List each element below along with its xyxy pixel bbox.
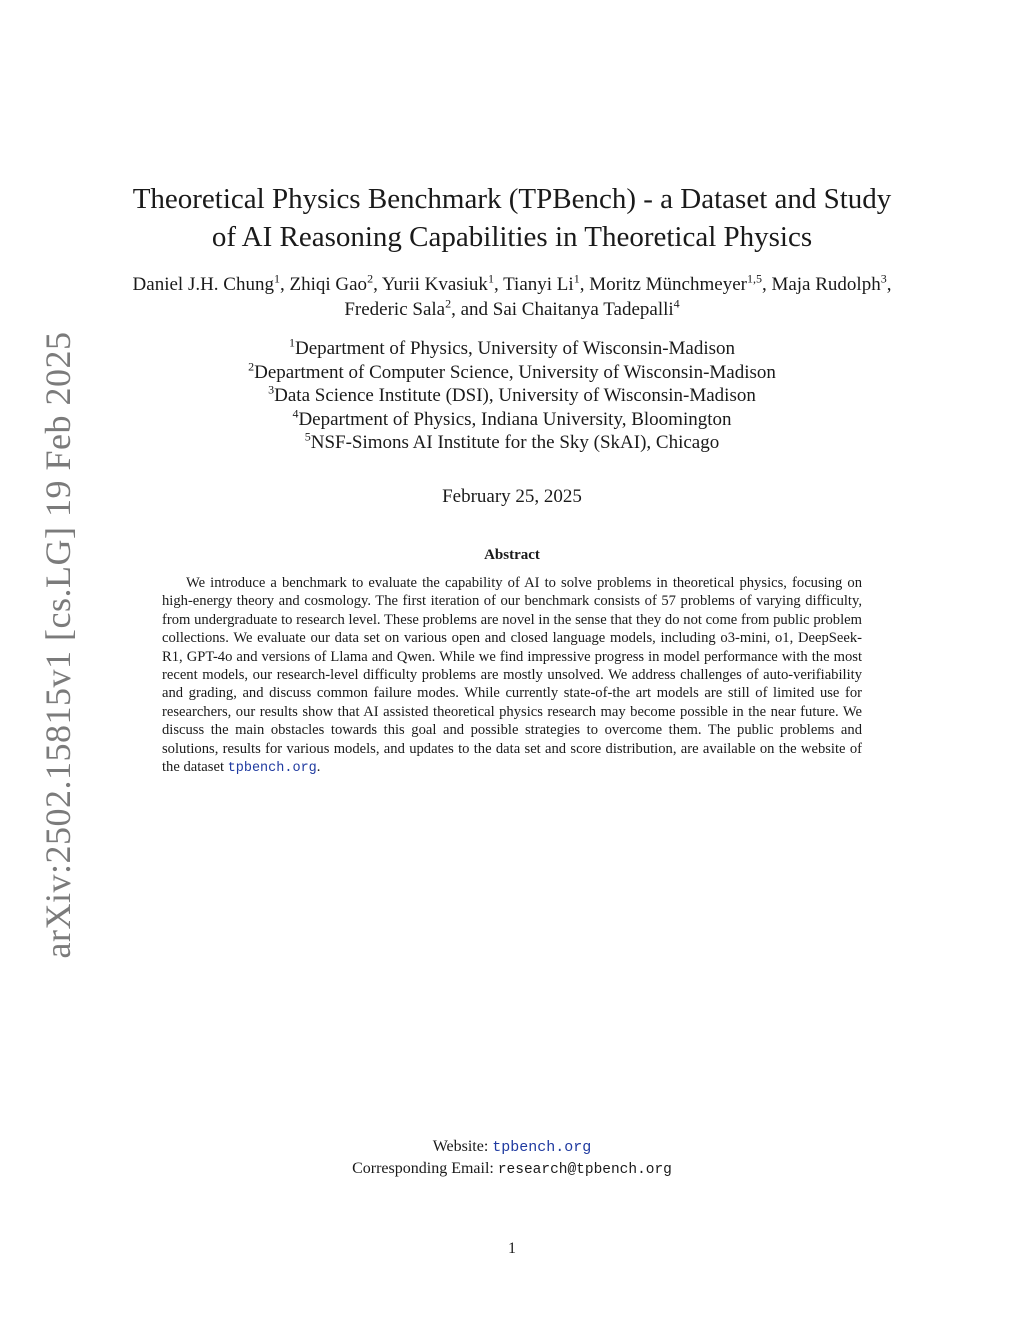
author-name: Yurii Kvasiuk bbox=[381, 274, 488, 295]
abstract-heading: Abstract bbox=[484, 547, 540, 563]
affiliation-text: NSF-Simons AI Institute for the Sky (SkAI), Chicago bbox=[310, 432, 720, 453]
affiliation-item bbox=[112, 337, 912, 361]
affiliation-item bbox=[112, 361, 912, 385]
author-name: Tianyi Li bbox=[503, 274, 574, 295]
affiliation-text: Department of Computer Science, University of Wisconsin-Madison bbox=[254, 361, 776, 383]
affiliation-text: Department of Physics, University of Wisconsin-Madison bbox=[294, 338, 736, 359]
website-label: Website: bbox=[432, 1138, 493, 1155]
email-address: research@tpbench.org bbox=[497, 1162, 672, 1178]
abstract-text: We introduce a benchmark to evaluate the capability of AI to solve problems in theoretical physics, focusing on high-energy theory and cosmology. The first iteration of our benchmark consists of 57 problems of varying difficulty, from undergraduate to research level. These problems are novel in the sense that they do not come from public problem collections. We evaluate our data set on various open and closed language models, including o3-mini, o1, DeepSeek-R1, GPT-4o and versions of Llama and Qwen. While we find impressive progress in model performance with the most recent models, our research-level difficulty problems are mostly unsolved. We address challenges of auto-verifiability and grading, and discuss common failure modes. While currently state-of-the art models are still of limited use for researchers, our results show that AI assisted theoretical physics research may become possible in the near future. We discuss the main obstacles towards this goal and possible strategies to overcome them. The public problems and solutions, results for various models, and updates to the data set and score distribution, are available on the website of the dataset bbox=[162, 575, 862, 776]
website-link[interactable]: tpbench.org bbox=[492, 1139, 592, 1156]
contact-block bbox=[112, 1136, 912, 1181]
affiliation-number: 3 bbox=[268, 382, 275, 397]
affiliation-item bbox=[112, 431, 912, 455]
abstract-website-link[interactable]: tpbench.org bbox=[227, 761, 317, 777]
affiliation-number: 4 bbox=[292, 406, 299, 421]
affiliation-number: 2 bbox=[248, 359, 255, 374]
author-affiliation-marker: 3 bbox=[880, 271, 887, 286]
affiliation-item bbox=[112, 384, 912, 408]
affiliation-text: Department of Physics, Indiana University, Bloomington bbox=[298, 408, 732, 430]
author-name: Daniel J.H. Chung bbox=[132, 274, 274, 295]
arxiv-identifier-stamp: arXiv:2502.15815v1 [cs.LG] 19 Feb 2025 bbox=[38, 331, 78, 959]
author-affiliation-marker: 1 bbox=[273, 271, 280, 286]
author-affiliation-marker: 2 bbox=[367, 271, 374, 286]
affiliation-number: 5 bbox=[304, 429, 311, 444]
title-line-1: Theoretical Physics Benchmark (TPBench) - a Dataset and Study bbox=[132, 183, 892, 215]
author-name: Zhiqi Gao bbox=[289, 274, 368, 295]
publication-date: February 25, 2025 bbox=[442, 486, 582, 507]
author-separator: , bbox=[279, 274, 290, 295]
author-separator: , bbox=[886, 274, 892, 295]
abstract-body bbox=[162, 574, 862, 778]
author-name: Moritz Münchmeyer bbox=[589, 274, 747, 295]
author-affiliation-marker: 2 bbox=[445, 296, 452, 311]
title-line-2: of AI Reasoning Capabilities in Theoretical Physics bbox=[211, 221, 813, 253]
author-affiliation-marker: 1,5 bbox=[746, 271, 762, 286]
author-separator: , and bbox=[451, 299, 493, 320]
author-separator: , bbox=[373, 274, 382, 295]
author-list bbox=[112, 272, 912, 322]
email-line bbox=[112, 1158, 912, 1181]
website-line bbox=[112, 1136, 912, 1158]
author-separator: , bbox=[493, 274, 504, 295]
abstract-end: . bbox=[316, 759, 321, 776]
author-name: Sai Chaitanya Tadepalli bbox=[492, 299, 674, 320]
affiliation-number: 1 bbox=[288, 335, 295, 350]
author-separator: , bbox=[761, 274, 772, 295]
author-name: Maja Rudolph bbox=[771, 274, 881, 295]
author-affiliation-marker: 4 bbox=[673, 296, 680, 311]
affiliation-list bbox=[112, 337, 912, 455]
author-affiliation-marker: 1 bbox=[487, 271, 494, 286]
author-affiliation-marker: 1 bbox=[573, 271, 580, 286]
affiliation-item bbox=[112, 408, 912, 432]
author-separator: , bbox=[579, 274, 590, 295]
author-name: Frederic Sala bbox=[344, 299, 446, 320]
paper-title bbox=[112, 180, 912, 256]
page-number: 1 bbox=[508, 1240, 516, 1257]
email-label: Corresponding Email: bbox=[352, 1160, 498, 1177]
affiliation-text: Data Science Institute (DSI), University of Wisconsin-Madison bbox=[274, 385, 756, 406]
